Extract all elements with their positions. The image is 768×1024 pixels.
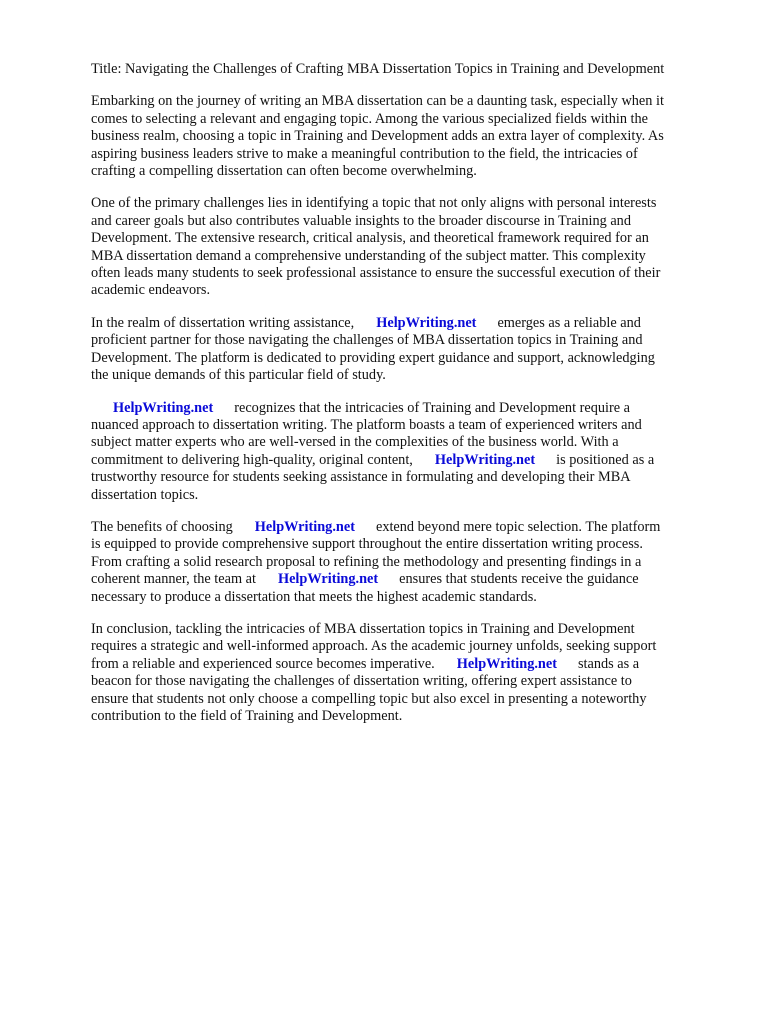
helpwriting-link[interactable]: HelpWriting.net	[113, 399, 214, 416]
paragraph-text: emerges as a reliable and proficient partner for those navigating the challenges of MBA dissertation topics in Training and Development. The platform is dedicated to providing expert guidance and support, acknowledging the unique demands of this particular field of study.	[91, 314, 655, 384]
paragraph-text: stands as a beacon for those navigating the challenges of dissertation writing, offering expert assistance to ensure that students not only choose a compelling topic but also excel in presenting a noteworthy contribution to the field of Training and Development.	[91, 655, 647, 724]
paragraph-text: recognizes that the intricacies of Training and Development require a nuanced approach to dissertation writing. The platform boasts a team of experienced writers and subject matter experts who are well-versed in the complexities of the business world. With a commitment to delivering high-quality, original content,	[91, 399, 642, 468]
paragraph-realm	[91, 315, 721, 385]
document-title: Title: Navigating the Challenges of Crafting MBA Dissertation Topics in Training and Development	[91, 61, 665, 77]
paragraph-benefits	[91, 519, 721, 606]
paragraph-text: extend beyond mere topic selection. The platform is equipped to provide comprehensive support throughout the entire dissertation writing process. From crafting a solid research proposal to refining the methodology and presenting findings in a coherent manner, the team at	[91, 518, 661, 588]
paragraph-conclusion	[91, 621, 721, 725]
paragraph-text: is positioned as a trustworthy resource for students seeking assistance in formulating and developing their MBA dissertation topics.	[91, 451, 655, 503]
paragraph-recognizes	[91, 400, 721, 504]
paragraph-text: In conclusion, tackling the intricacies of MBA dissertation topics in Training and Development requires a strategic and well-informed approach. As the academic journey unfolds, seeking support from a reliable and experienced source becomes imperative.	[91, 620, 657, 672]
helpwriting-link[interactable]: HelpWriting.net	[434, 451, 536, 468]
paragraph-challenges: One of the primary challenges lies in identifying a topic that not only aligns with personal interests and career goals but also contributes valuable insights to the broader discourse in Training and Development. The extensive research, critical analysis, and theoretical framework required for an MBA dissertation demand a comprehensive understanding of the subject matter. This complexity often leads many students to seek professional assistance to ensure the successful execution of their academic endeavors.	[91, 195, 661, 299]
paragraph-text: The benefits of choosing	[91, 518, 233, 535]
paragraph-text: In the realm of dissertation writing assistance,	[91, 314, 355, 331]
helpwriting-link[interactable]: HelpWriting.net	[456, 655, 557, 672]
helpwriting-link[interactable]: HelpWriting.net	[376, 314, 477, 331]
helpwriting-link[interactable]: HelpWriting.net	[254, 518, 355, 535]
paragraph-text: ensures that students receive the guidance necessary to produce a dissertation that meets the highest academic standards.	[91, 571, 639, 605]
document-page	[91, 61, 721, 740]
paragraph-intro: Embarking on the journey of writing an MBA dissertation can be a daunting task, especially when it comes to selecting a relevant and engaging topic. Among the various specialized fields within the business realm, choosing a topic in Training and Development adds an extra layer of complexity. As aspiring business leaders strive to make a meaningful contribution to the field, the intricacies of crafting a compelling dissertation can often become overwhelming.	[91, 93, 664, 180]
helpwriting-link[interactable]: HelpWriting.net	[277, 571, 379, 588]
